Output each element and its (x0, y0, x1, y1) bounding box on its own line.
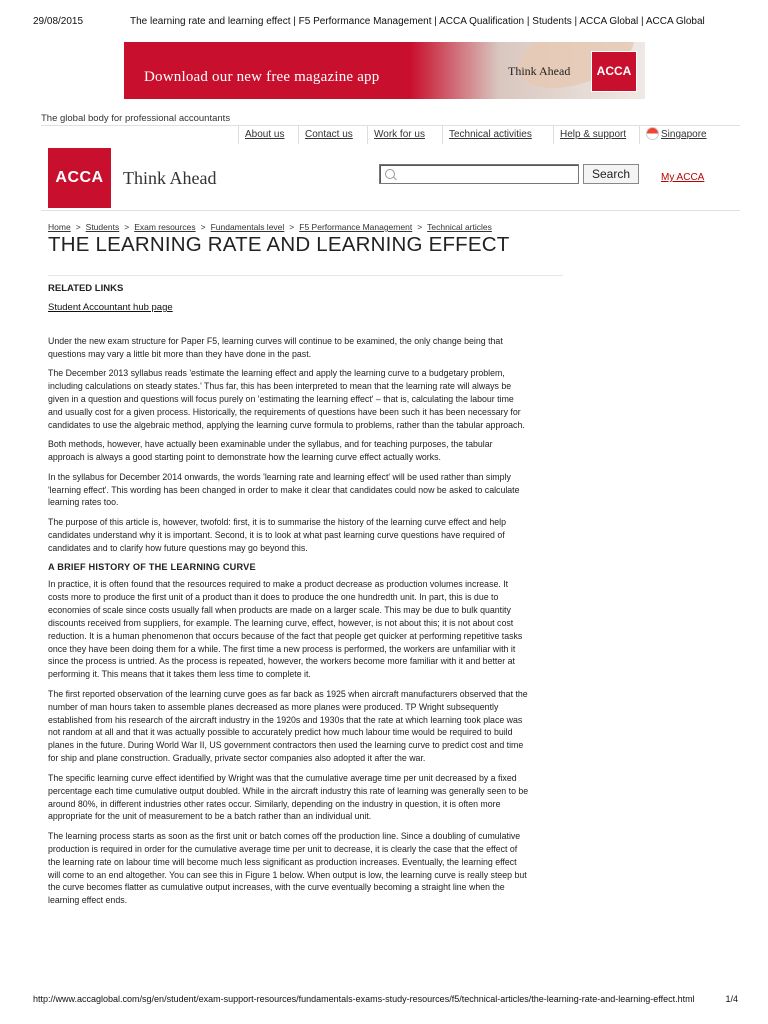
breadcrumb-fundamentals-level[interactable]: Fundamentals level (210, 222, 285, 232)
chevron-right-icon: > (200, 222, 206, 232)
student-accountant-hub-link[interactable]: Student Accountant hub page (48, 302, 173, 313)
banner-acca-logo: ACCA (591, 51, 637, 92)
banner-text: Download our new free magazine app (144, 69, 380, 85)
singapore-flag-icon (646, 127, 659, 140)
nav-separator (553, 126, 554, 144)
breadcrumb-home[interactable]: Home (48, 222, 71, 232)
nav-work-for-us[interactable]: Work for us (374, 129, 425, 140)
nav-contact-us[interactable]: Contact us (305, 129, 353, 140)
nav-technical-activities[interactable]: Technical activities (449, 129, 532, 140)
nav-about-us[interactable]: About us (245, 129, 285, 140)
print-document-title: The learning rate and learning effect | F5 Performance Management | ACCA Qualification | Students | ACCA Global | ACCA Global (130, 16, 705, 27)
nav-region-singapore[interactable]: Singapore (661, 129, 707, 140)
chevron-right-icon: > (75, 222, 81, 232)
print-date: 29/08/2015 (33, 16, 84, 27)
nav-separator (298, 126, 299, 144)
site-tagline: The global body for professional accountants (41, 113, 231, 124)
search-icon (385, 169, 395, 179)
chevron-right-icon: > (124, 222, 130, 232)
search-form (379, 164, 639, 186)
nav-separator (367, 126, 368, 144)
search-button[interactable]: Search (583, 164, 639, 184)
article-paragraph: The learning process starts as soon as the first unit or batch comes off the production line. Since a doubling of cumulative production is required in order for the cumulative average time per unit to decrease, it is clearly the case that the effect of the learning rate on labour time will become much less significant as production increases. Eventually, the learning effect will come to an end altogether. You can see this in Figure 1 below. When output is low, the learning curve is really steep but the curve becomes flatter as cumulative output increases, with the curve eventually becoming a straight line when the learning effect ends. (48, 830, 527, 906)
my-acca-link[interactable]: My ACCA (661, 172, 705, 183)
article-paragraph: The purpose of this article is, however, twofold: first, it is to summarise the history of the learning curve effect and help candidates understand why it is important. Second, it is to look at what past learning curve questions have required of candidates and to clarify how future questions may go beyond this. (48, 516, 506, 553)
page-number: 1/4 (725, 994, 738, 1004)
article-paragraph: The specific learning curve effect identified by Wright was that the cumulative average time per unit decreased by a fixed percentage each time cumulative output doubled. While in the aircraft industry this rate of learning was generally seen to be around 80%, in different industries other rates occur. Similarly, depending on the industry in question, it is often more appropriate for the unit of measurement to be a batch rather than an individual unit. (48, 772, 529, 822)
divider (41, 125, 740, 126)
nav-help-support[interactable]: Help & support (560, 129, 627, 140)
breadcrumb-f5[interactable]: F5 Performance Management (299, 222, 413, 232)
logo-slogan: Think Ahead (123, 168, 217, 188)
article-paragraph: The first reported observation of the learning curve goes as far back as 1925 when aircraft manufacturers observed that the number of man hours taken to assemble planes decreased as more planes were produced. TP Wright subsequently established from his research of the aircraft industry in the 1920s and 1930s that the rate at which learning took place was not random at all and that it was actually possible to accurately predict how much labour time would be required to build planes in the future. During World War II, US government contractors then used the learning curve to predict cost and time for ship and plane construction. Gradually, private sector companies also adopted it after the war. (48, 688, 528, 764)
article-paragraph: In practice, it is often found that the resources required to make a product decrease as production volumes increase. It costs more to produce the first unit of a product than it does to produce the one hundredth unit. In part, this is due to economies of scale since costs usually fall when products are made on a larger scale. This may be due to bulk quantity discounts received from suppliers, for example. The learning curve, effect, however, is not about this; it is not about cost reduction. It is a human phenomenon that occurs because of the fact that people get quicker at performing repetitive tasks once they have been doing them for a while. The first time a new process is performed, the workers are unfamiliar with it since the process is untried. As the process is repeated, however, the workers become more familiar with it and better at performing it. This means that it takes them less time to complete it. (48, 579, 523, 680)
chevron-right-icon: > (417, 222, 423, 232)
breadcrumb (48, 222, 492, 232)
nav-separator (238, 126, 239, 144)
banner-slogan: Think Ahead (508, 64, 571, 78)
nav-separator (639, 126, 640, 144)
article-body (48, 335, 530, 914)
search-input[interactable] (379, 164, 579, 184)
breadcrumb-students[interactable]: Students (85, 222, 120, 232)
magazine-app-banner[interactable] (124, 42, 645, 99)
acca-logo[interactable]: ACCA (48, 148, 111, 208)
chevron-right-icon: > (289, 222, 295, 232)
article-paragraph: The December 2013 syllabus reads 'estimate the learning effect and apply the learning curve to a budgetary problem, including calculations on steady states.' Thus far, this has been interpreted to mean that the learning rate will always be given in a question and questions will focus purely on 'estimating the learning effect' – that is, calculating the labour time and usually cost for a given process. Historically, the requirements of questions have been such it has been necessary for candidates to use the algebraic method, applying the learning curve formula to problems, rather than the tabular approach. (48, 368, 525, 430)
page-title: THE LEARNING RATE AND LEARNING EFFECT (48, 233, 510, 256)
breadcrumb-technical-articles[interactable]: Technical articles (427, 222, 492, 232)
related-links-heading: RELATED LINKS (48, 283, 124, 294)
article-paragraph: Both methods, however, have actually been examinable under the syllabus, and for teaching purposes, the tabular approach is always a good starting point to demonstrate how the learning curve effect actually works. (48, 439, 493, 463)
section-heading: A BRIEF HISTORY OF THE LEARNING CURVE (48, 562, 256, 573)
breadcrumb-exam-resources[interactable]: Exam resources (134, 222, 196, 232)
print-url: http://www.accaglobal.com/sg/en/student/exam-support-resources/fundamentals-exams-study-resources/f5/technical-articles/the-learning-rate-and-learning-effect.html (33, 994, 695, 1004)
article-paragraph: In the syllabus for December 2014 onwards, the words 'learning rate and learning effect' will be used rather than simply 'learning effect'. This wording has been changed in order to make it clear that candidates could now be asked to calculate learning rates too. (48, 471, 520, 508)
article-paragraph: Under the new exam structure for Paper F5, learning curves will continue to be examined, the only change being that questions may vary a little bit more than they have done in the past. (48, 336, 503, 359)
nav-separator (442, 126, 443, 144)
divider (41, 210, 740, 211)
divider (48, 275, 563, 276)
